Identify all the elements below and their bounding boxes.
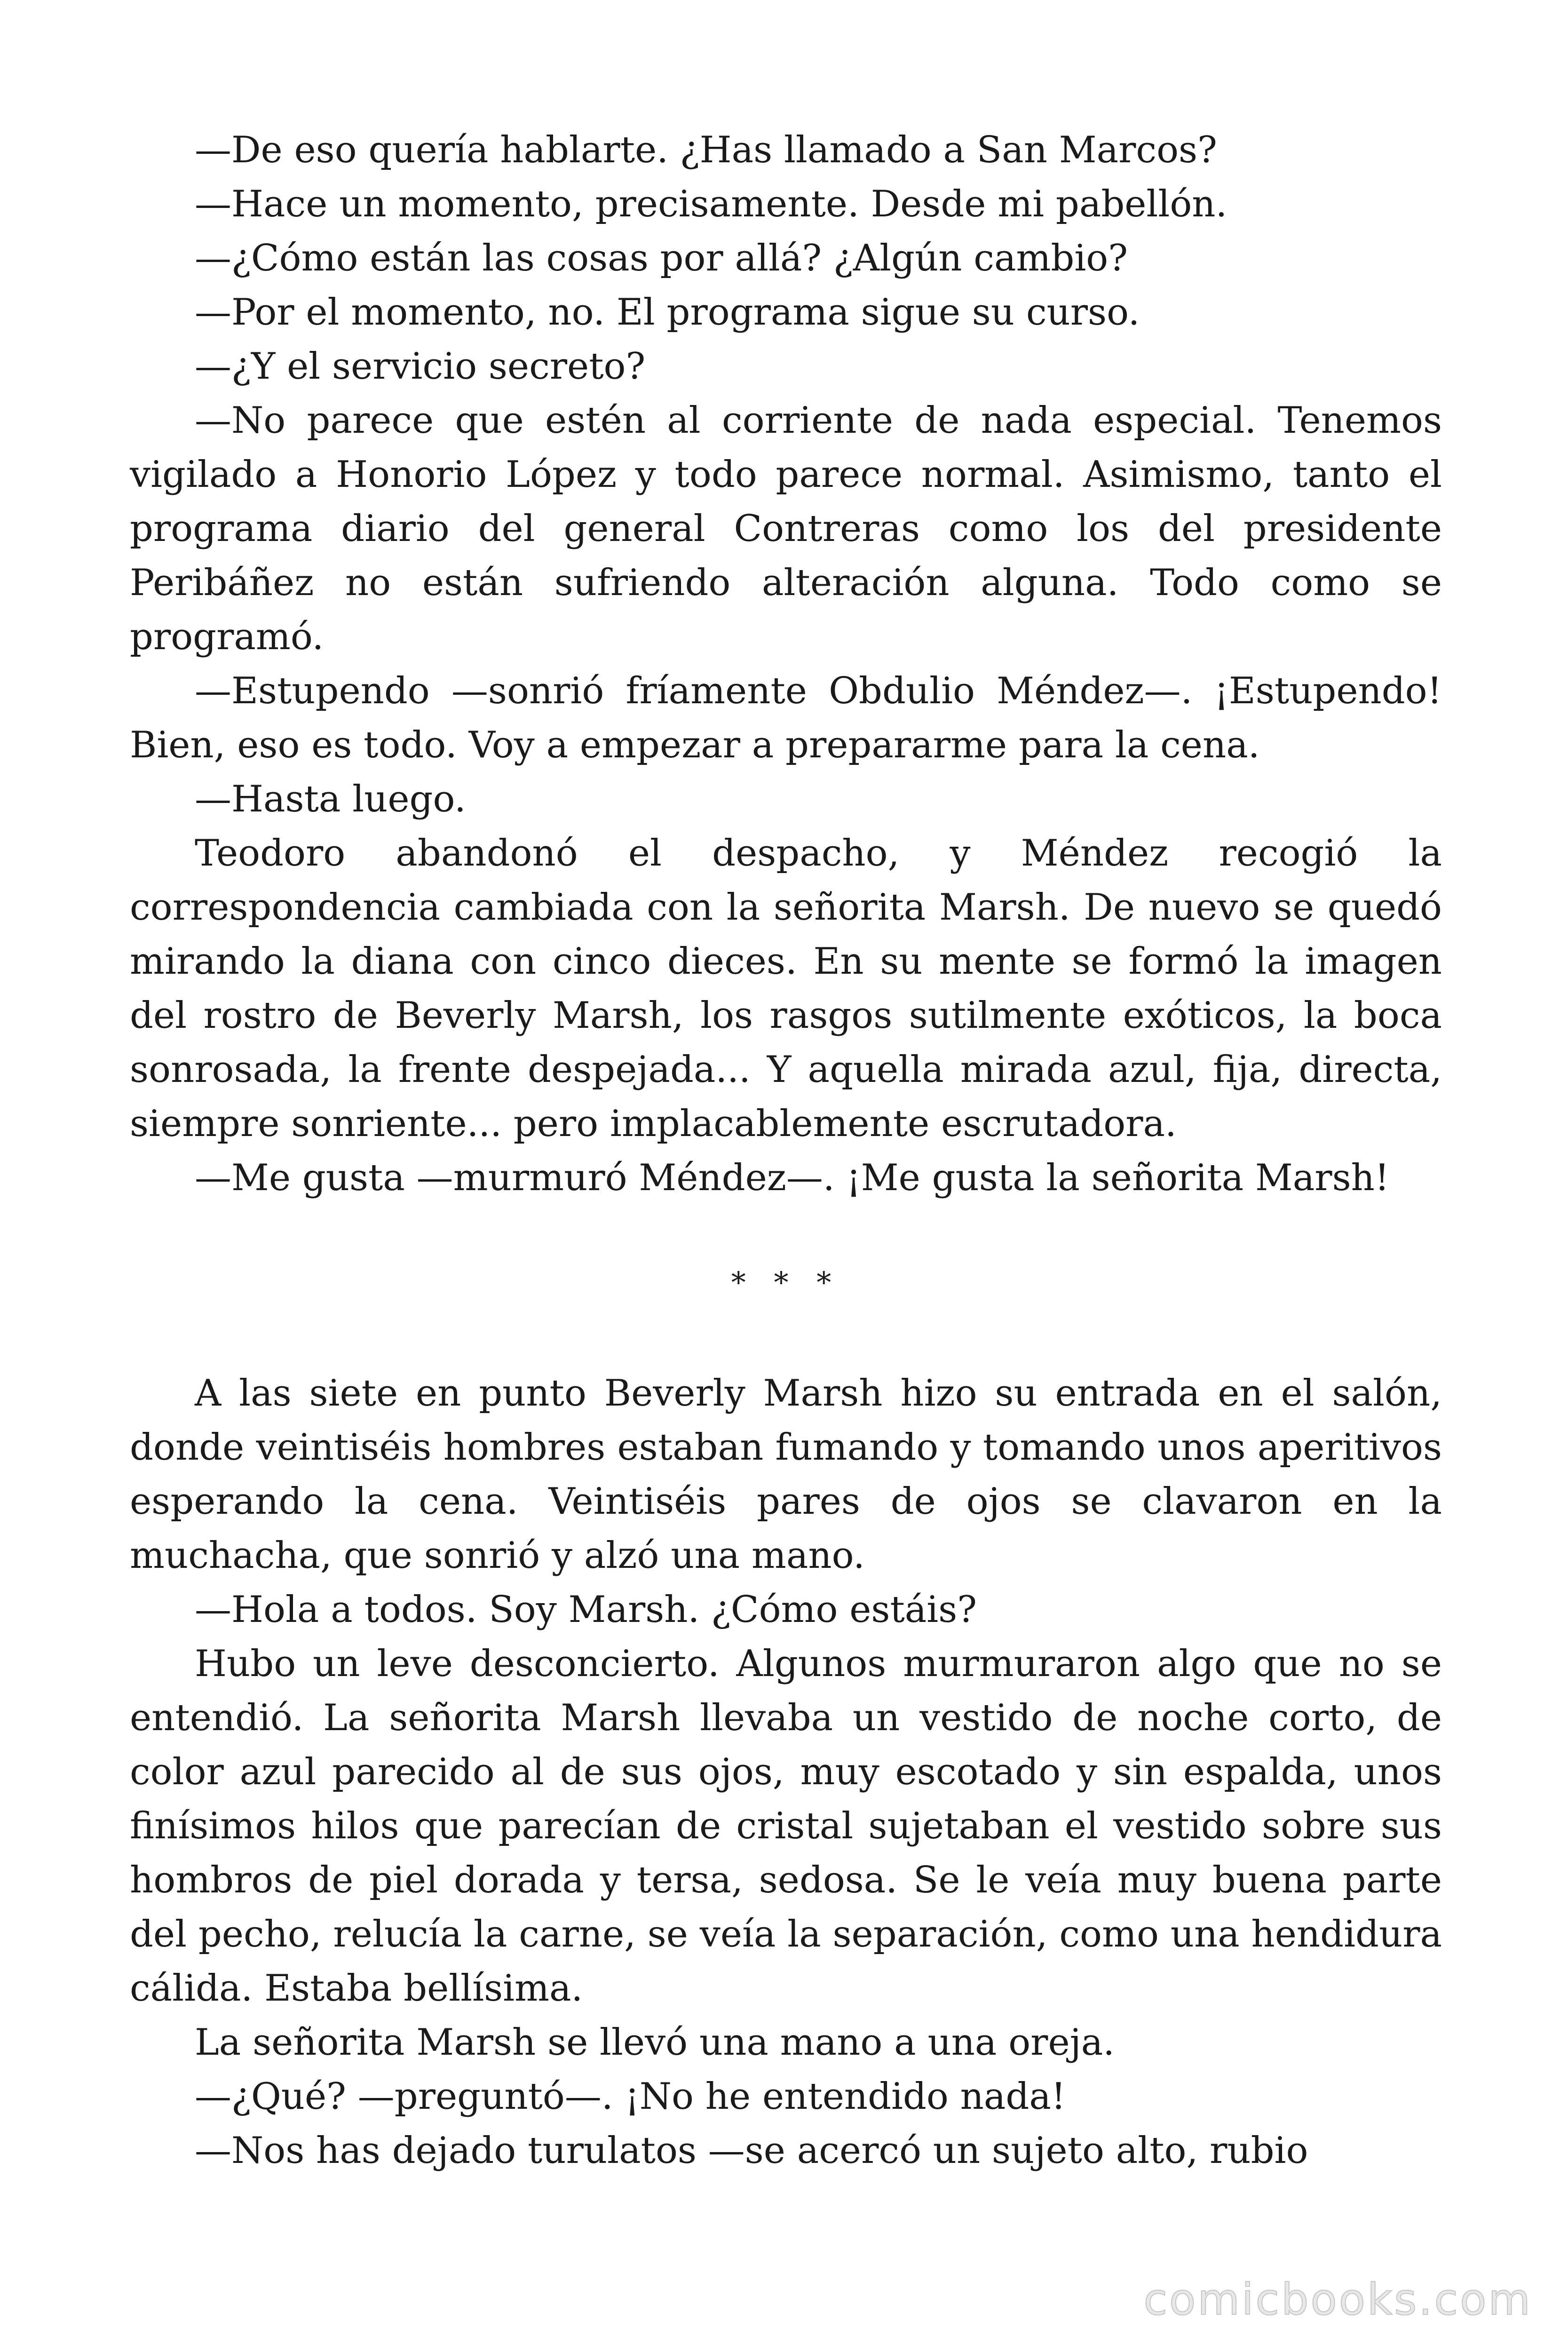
paragraph: A las siete en punto Beverly Marsh hizo su entrada en el salón, donde veintiséis hombres estaban fumando y tomando unos aperitivos esperando la cena. Veintiséis pares de ojos se clavaron en la muchacha, que sonrió y alzó una mano.	[130, 1372, 1442, 1577]
paragraph: —Hasta luego.	[195, 778, 466, 820]
paragraph: —¿Cómo están las cosas por allá? ¿Algún cambio?	[195, 237, 1128, 279]
paragraph: —Hola a todos. Soy Marsh. ¿Cómo estáis?	[195, 1589, 977, 1631]
paragraph: —Me gusta —murmuró Méndez—. ¡Me gusta la señorita Marsh!	[195, 1157, 1390, 1199]
paragraph: —No parece que estén al corriente de nada especial. Tenemos vigilado a Honorio López y todo parece normal. Asimismo, tanto el programa diario del general Contreras como los del presidente Peribáñez no están sufriendo alteración alguna. Todo como se programó.	[130, 399, 1442, 658]
paragraph: Hubo un leve desconcierto. Algunos murmuraron algo que no se entendió. La señorita Marsh llevaba un vestido de noche corto, de color azul parecido al de sus ojos, muy escotado y sin espalda, unos finísimos hilos que parecían de cristal sujetaban el vestido sobre sus hombros de piel dorada y tersa, sedosa. Se le veía muy buena parte del pecho, relucía la carne, se veía la separación, como una hendidura cálida. Estaba bellísima.	[130, 1643, 1442, 2010]
watermark: comicbooks.com	[1143, 2274, 1532, 2325]
paragraph: —Estupendo —sonrió fríamente Obdulio Méndez—. ¡Estupendo! Bien, eso es todo. Voy a empezar a prepararme para la cena.	[130, 670, 1442, 766]
paragraph: —¿Y el servicio secreto?	[195, 345, 646, 388]
paragraph: —Hace un momento, precisamente. Desde mi pabellón.	[195, 183, 1227, 225]
paragraph: —Por el momento, no. El programa sigue su curso.	[195, 291, 1140, 334]
paragraph: —De eso quería hablarte. ¿Has llamado a San Marcos?	[195, 129, 1217, 171]
paragraph: —Nos has dejado turulatos —se acercó un sujeto alto, rubio	[195, 2130, 1308, 2172]
paragraph: —¿Qué? —preguntó—. ¡No he entendido nada!	[195, 2075, 1066, 2118]
page-text	[130, 123, 1442, 2178]
scene-break: * * *	[731, 1265, 841, 1300]
paragraph: Teodoro abandonó el despacho, y Méndez recogió la correspondencia cambiada con la señorita Marsh. De nuevo se quedó mirando la diana con cinco dieces. En su mente se formó la imagen del rostro de Beverly Marsh, los rasgos sutilmente exóticos, la boca sonrosada, la frente despejada... Y aquella mirada azul, fija, directa, siempre sonriente... pero implacablemente escrutadora.	[130, 832, 1442, 1145]
paragraph: La señorita Marsh se llevó una mano a una oreja.	[195, 2021, 1115, 2064]
